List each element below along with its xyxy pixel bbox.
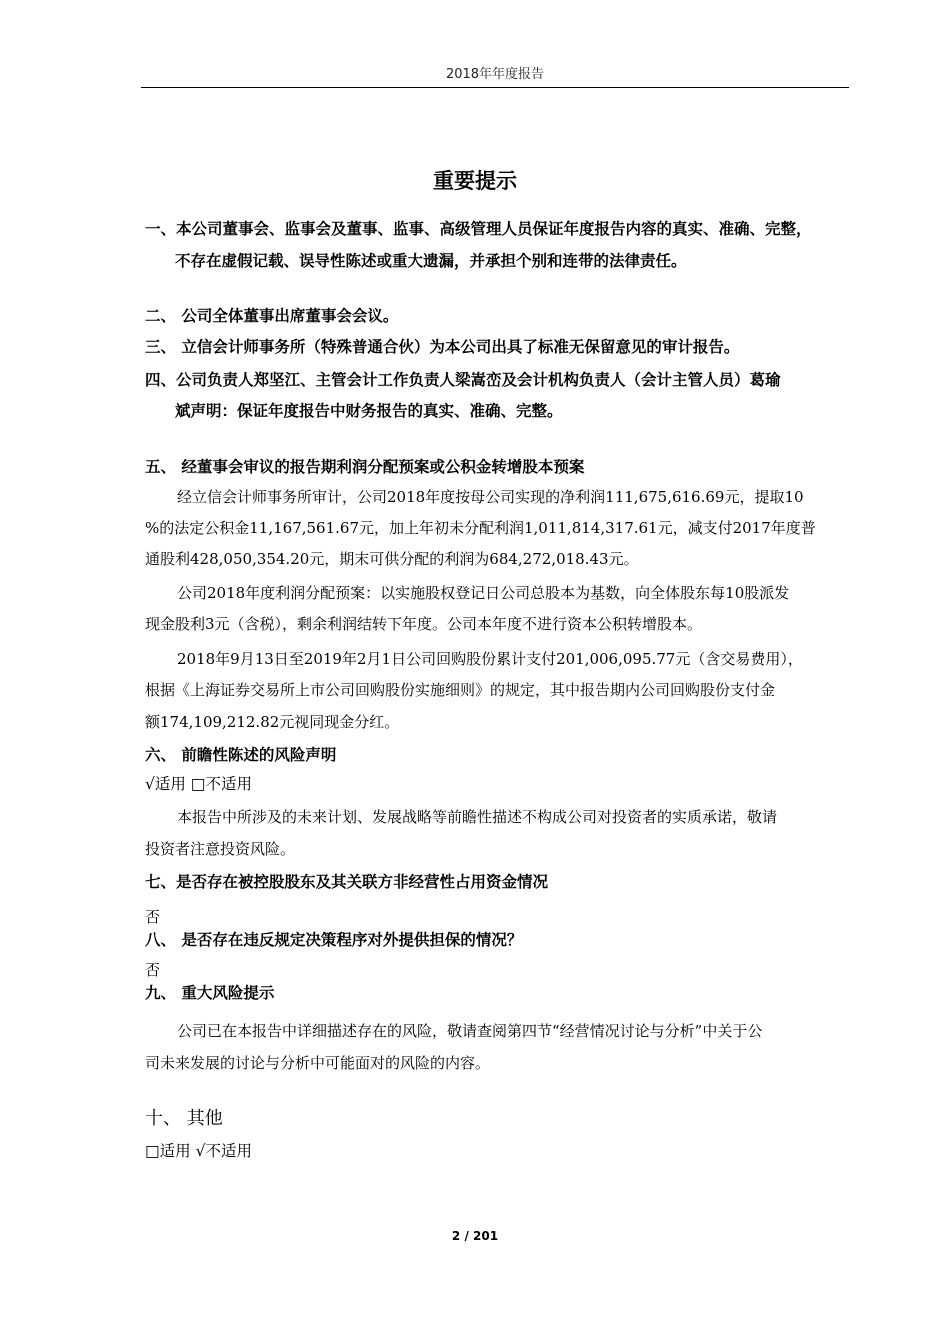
item-7-answer: 否 [145,908,161,926]
item-2: 二、 公司全体董事出席董事会会议。 [145,307,399,325]
item-8-answer: 否 [145,961,161,979]
item-1-line-2: 不存在虚假记载、误导性陈述或重大遗漏，并承担个别和连带的法律责任。 [175,252,687,270]
item-6-paragraph-line-2: 投资者注意投资风险。 [145,840,296,858]
item-5-paragraph-2-line-1: 公司2018年度利润分配预案：以实施股权登记日公司总股本为基数，向全体股东每10股派发 [177,584,790,602]
item-4-line-2: 斌声明：保证年度报告中财务报告的真实、准确、完整。 [175,402,563,420]
item-5-paragraph-3-line-3: 额174,109,212.82元视同现金分红。 [145,713,400,731]
item-5-paragraph-3-line-1: 2018年9月13日至2019年2月1日公司回购股份累计支付201,006,095.77元（含交易费用）， [177,650,803,668]
header-divider [141,87,849,88]
running-header: 2018年年度报告 [445,67,545,82]
item-10-heading: 十、 其他 [145,1108,223,1129]
page-number: 2 / 201 [451,1229,499,1243]
item-5-heading: 五、 经董事会审议的报告期利润分配预案或公积金转增股本预案 [145,458,585,476]
item-10-applicability: □适用 √不适用 [145,1142,252,1160]
item-9-paragraph-line-1: 公司已在本报告中详细描述存在的风险，敬请查阅第四节“经营情况讨论与分析”中关于公 [177,1022,763,1040]
item-6-applicability: √适用 □不适用 [145,775,252,793]
item-1-line-1: 一、本公司董事会、监事会及董事、监事、高级管理人员保证年度报告内容的真实、准确、完整， [145,220,812,238]
page-title: 重要提示 [433,169,517,193]
item-5-paragraph-1-line-1: 经立信会计师事务所审计，公司2018年度按母公司实现的净利润111,675,616.69元，提取10 [177,488,804,506]
item-8-heading: 八、 是否存在违反规定决策程序对外提供担保的情况？ [145,931,523,949]
item-6-paragraph-line-1: 本报告中所涉及的未来计划、发展战略等前瞻性描述不构成公司对投资者的实质承诺，敬请 [177,808,778,826]
item-4-line-1: 四、公司负责人郑坚江、主管会计工作负责人梁嵩峦及会计机构负责人（会计主管人员）葛瑜 [145,371,781,389]
item-5-paragraph-2-line-2: 现金股利3元（含税），剩余利润结转下年度。公司本年度不进行资本公积转增股本。 [145,615,703,633]
item-3: 三、 立信会计师事务所（特殊普通合伙）为本公司出具了标准无保留意见的审计报告。 [145,338,740,356]
item-5-paragraph-3-line-2: 根据《上海证券交易所上市公司回购股份实施细则》的规定，其中报告期内公司回购股份支付金 [145,681,776,699]
item-9-paragraph-line-2: 司未来发展的讨论与分析中可能面对的风险的内容。 [145,1054,491,1072]
item-5-paragraph-1-line-2: %的法定公积金11,167,561.67元，加上年初未分配利润1,011,814,317.61元，减支付2017年度普 [145,519,816,537]
item-5-paragraph-1-line-3: 通股利428,050,354.20元，期末可供分配的利润为684,272,018.43元。 [145,550,639,568]
item-9-heading: 九、 重大风险提示 [145,984,275,1002]
item-6-heading: 六、 前瞻性陈述的风险声明 [145,746,337,764]
item-7-heading: 七、是否存在被控股股东及其关联方非经营性占用资金情况 [145,873,549,891]
